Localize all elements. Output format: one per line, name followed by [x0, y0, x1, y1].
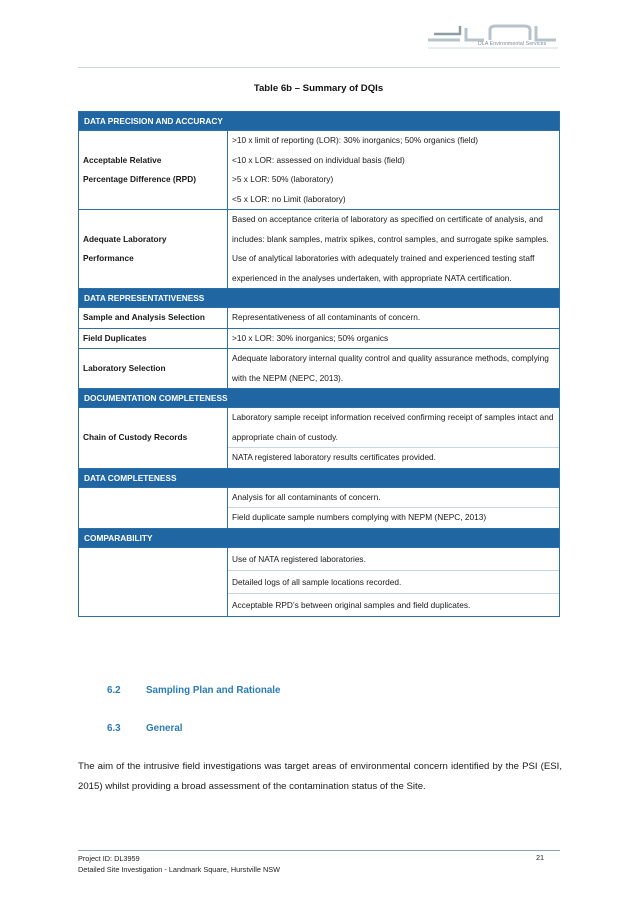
row-label: Field Duplicates — [79, 328, 228, 349]
row-label-line: Percentage Difference (RPD) — [83, 174, 196, 184]
row-label-line: Adequate Laboratory — [83, 234, 167, 244]
comparability-item: Acceptable RPD’s between original samples and field duplicates. — [232, 599, 471, 610]
comparability-item: Use of NATA registered laboratories. — [228, 548, 559, 571]
row-value-lab-performance — [228, 210, 560, 289]
row-label-rpd — [79, 131, 228, 210]
section-header-comparability — [79, 528, 560, 547]
footer-rule — [78, 850, 560, 851]
section-heading: DOCUMENTATION COMPLETENESS — [79, 389, 560, 408]
section-heading: DATA COMPLETENESS — [79, 468, 560, 487]
completeness-item: Analysis for all contaminants of concern. — [228, 488, 559, 509]
row-value: Representativeness of all contaminants of concern. — [228, 308, 560, 329]
row-value — [228, 487, 560, 528]
section-title: Sampling Plan and Rationale — [146, 685, 281, 696]
row-value — [228, 547, 560, 616]
section-title: General — [146, 723, 183, 734]
table-row — [79, 308, 560, 329]
row-label-line: Performance — [83, 253, 134, 263]
table-row — [79, 547, 560, 616]
rpd-criterion: >10 x limit of reporting (LOR): 30% inorganics; 50% organics (field) — [232, 135, 479, 145]
table-row — [79, 328, 560, 349]
row-value-rpd — [228, 131, 560, 210]
table-row — [79, 131, 560, 210]
section-header-representativeness — [79, 289, 560, 308]
completeness-item: Field duplicate sample numbers complying with NEPM (NEPC, 2013) — [232, 512, 487, 522]
row-label-empty — [79, 487, 228, 528]
rpd-criterion: >5 x LOR: 50% (laboratory) — [232, 174, 334, 184]
section-number: 6.2 — [107, 685, 121, 696]
header-rule — [78, 67, 560, 68]
row-value: Adequate laboratory internal quality control and quality assurance methods, complying with the NEPM (NEPC, 2013). — [228, 349, 560, 389]
section-heading: DATA PRECISION AND ACCURACY — [79, 112, 560, 131]
table-row — [79, 210, 560, 289]
table-title: Table 6b – Summary of DQIs — [253, 83, 384, 94]
section-heading: DATA REPRESENTATIVENESS — [79, 289, 560, 308]
row-value: >10 x LOR: 30% inorganics; 50% organics — [228, 328, 560, 349]
comparability-item: Detailed logs of all sample locations recorded. — [228, 571, 559, 594]
table-row — [79, 349, 560, 389]
section-number: 6.3 — [107, 723, 121, 734]
row-label: Sample and Analysis Selection — [79, 308, 228, 329]
section-heading: COMPARABILITY — [79, 528, 560, 547]
row-label-empty — [79, 547, 228, 616]
footer-doc-title: Detailed Site Investigation - Landmark Square, Hurstville NSW — [78, 865, 280, 874]
section-header-documentation — [79, 389, 560, 408]
section-header-completeness — [79, 468, 560, 487]
footer — [78, 853, 548, 875]
lab-performance-text: Based on acceptance criteria of laboratory as specified on certificate of analysis, and includes: blank samples, matrix spikes, control samples, and surrogate spike samples. — [232, 214, 549, 244]
row-label-lab-performance — [79, 210, 228, 289]
rpd-criterion: <5 x LOR: no Limit (laboratory) — [232, 193, 346, 204]
body-paragraph: The aim of the intrusive field investigations was target areas of environmental concern identified by the PSI (ESI, 2015) whilst providing a broad assessment of the contamination status of the Site. — [78, 761, 562, 792]
documentation-item: Laboratory sample receipt information received confirming receipt of samples intact and appropriate chain of custody. — [228, 408, 559, 448]
page-number: 21 — [536, 853, 545, 862]
section-heading-6-3 — [107, 723, 183, 734]
row-label: Laboratory Selection — [79, 349, 228, 389]
row-label: Chain of Custody Records — [79, 408, 228, 469]
row-label-line: Acceptable Relative — [83, 155, 162, 165]
table-row — [79, 487, 560, 528]
rpd-criterion: <10 x LOR: assessed on individual basis (field) — [232, 154, 405, 165]
table-row — [79, 408, 560, 469]
documentation-item: NATA registered laboratory results certificates provided. — [232, 452, 436, 462]
footer-project-id: Project ID: DL3959 — [78, 854, 140, 863]
lab-performance-text: Use of analytical laboratories with adequately trained and experienced testing staff experienced in the analyses undertaken, with appropriate NATA certification. — [232, 253, 535, 283]
section-heading-6-2 — [107, 685, 280, 696]
section-header-precision — [79, 112, 560, 131]
logo-subtitle: DLA Environmental Services — [478, 41, 547, 47]
dqi-summary-table — [78, 111, 560, 617]
row-value — [228, 408, 560, 469]
